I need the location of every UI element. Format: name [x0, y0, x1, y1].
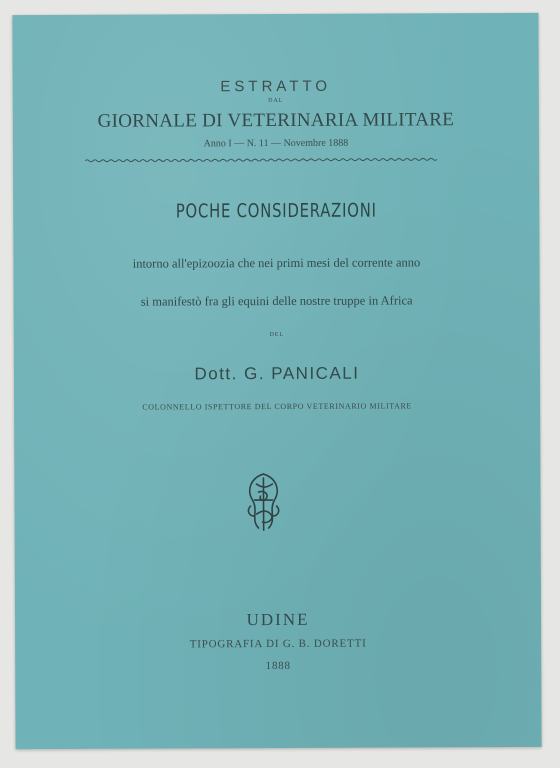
printer-name: TIPOGRAFIA DI G. B. DORETTI: [189, 637, 367, 651]
author-name: Dott. G. PANICALI: [194, 363, 360, 384]
subtitle-line-2: si manifestò fra gli equini delle nostre truppe in Africa: [140, 293, 413, 309]
publication-city: UDINE: [246, 609, 310, 630]
extract-label: ESTRATTO: [220, 77, 332, 96]
subtitle-line-1: intorno all'epizoozia che nei primi mesi del corrente anno: [132, 255, 421, 271]
document-title: POCHE CONSIDERAZIONI: [175, 199, 377, 223]
journal-title: GIORNALE DI VETERINARIA MILITARE: [97, 109, 455, 132]
monogram-icon: [238, 470, 288, 534]
wavy-rule-icon: [85, 157, 437, 163]
author-role: COLONNELLO ISPETTORE DEL CORPO VETERINARIO MILITARE: [142, 401, 412, 412]
by-label: DEL: [269, 331, 285, 339]
from-label: DAL: [268, 97, 284, 105]
issue-info: Anno I — N. 11 — Novembre 1888: [203, 137, 349, 150]
publication-year: 1888: [265, 659, 291, 673]
document-cover: [12, 13, 541, 749]
